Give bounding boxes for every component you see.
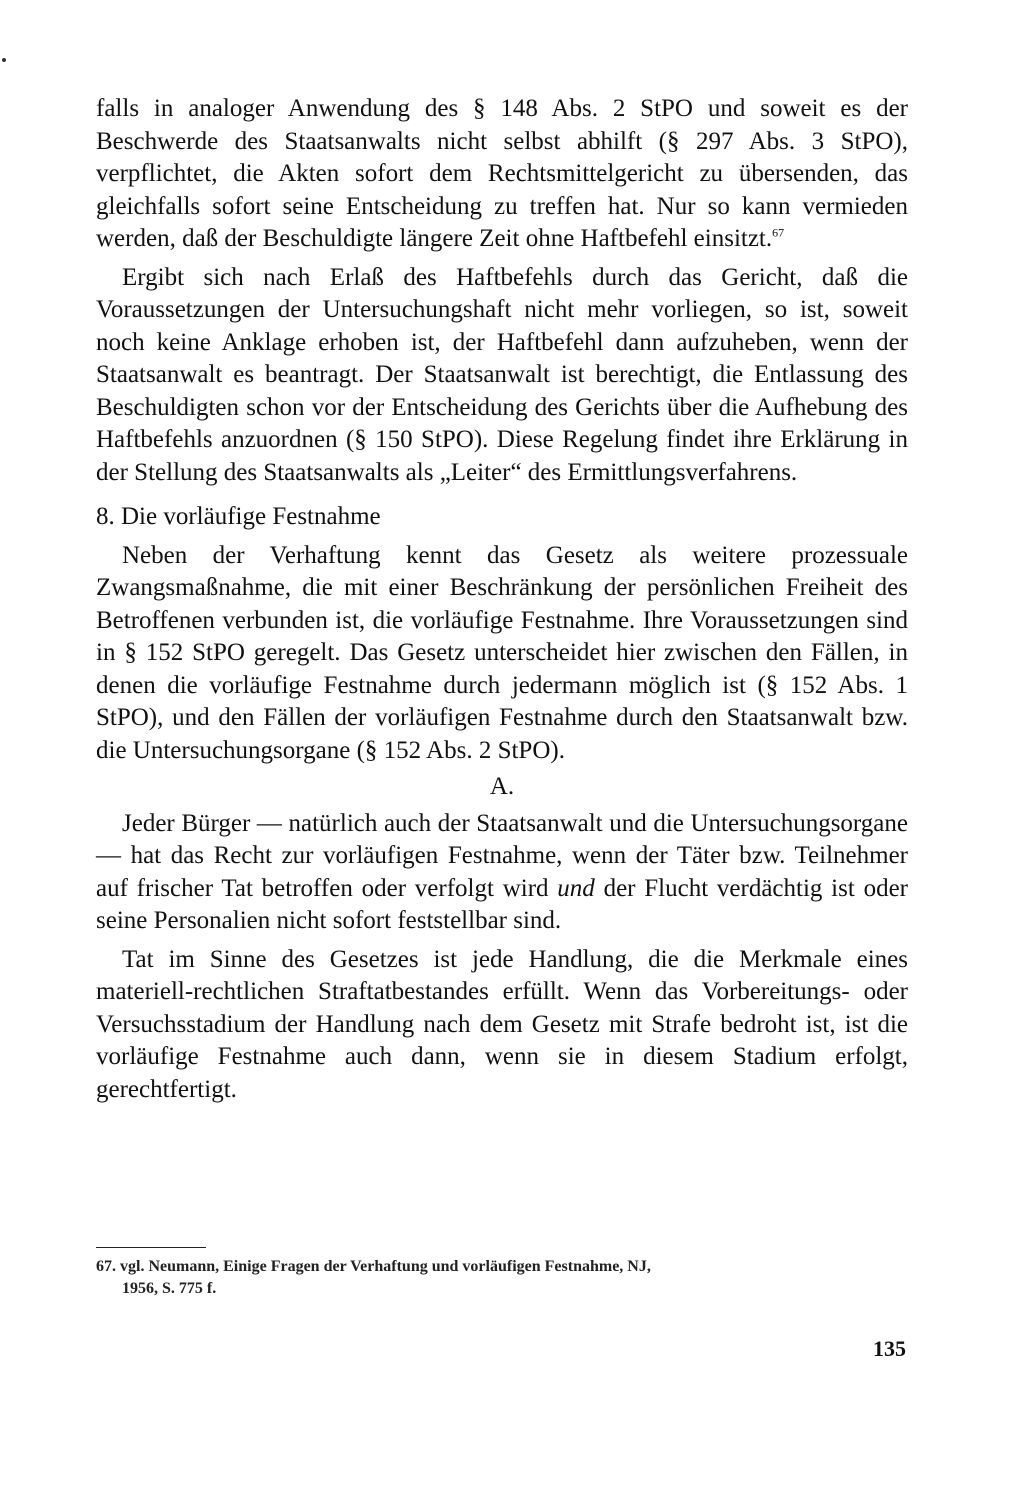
footnote-67 <box>96 1256 908 1300</box>
paragraph-3: Neben der Verhaftung kennt das Gesetz als weitere prozessuale Zwangsmaßnahme, die mit einer Beschränkung der persönlichen Freiheit des Betroffenen verbunden ist, die vorläufige Festnahme. Ihre Voraussetzungen sind in § 152 StPO geregelt. Das Gesetz unterscheidet hier zwischen den Fällen, in denen die vorläufige Festnahme durch jedermann möglich ist (§ 152 Abs. 1 StPO), und den Fällen der vorläufigen Festnahme durch den Staatsanwalt bzw. die Untersuchungsorgane (§ 152 Abs. 2 StPO). <box>96 541 908 764</box>
scan-artifact <box>2 58 6 62</box>
paragraph-4-emphasis: und <box>557 874 595 902</box>
paragraph-5: Tat im Sinne des Gesetzes ist jede Handlung, die die Merkmale eines materiell-rechtlichen Straftatbestandes erfüllt. Wenn das Vorbereitungs- oder Versuchsstadium der Handlung nach dem Gesetz mit Strafe bedroht ist, ist die vorläufige Festnahme auch dann, wenn sie in diesem Stadium erfolgt, gerechtfertigt. <box>96 945 908 1103</box>
footnote-ref-67[interactable]: 67 <box>772 225 785 240</box>
paragraph-1 <box>96 93 908 256</box>
paragraph-1-text: falls in analoger Anwendung des § 148 Abs. 2 StPO und soweit es der Beschwerde des Staatsanwalts nicht selbst abhilft (§ 297 Abs. 3 StPO), verpflichtet, die Akten sofort dem Rechtsmittelgericht zu übersenden, das gleichfalls sofort seine Entscheidung zu treffen hat. Nur so kann vermieden werden, daß der Beschuldigte längere Zeit ohne Haftbefehl einsitzt. <box>96 95 908 252</box>
paragraph-4-text-b: der Flucht verdächtig ist oder seine Personalien nicht sofort feststellbar sind. <box>96 874 908 934</box>
paragraph-4-text-a: Jeder Bürger — natürlich auch der Staatsanwalt und die Untersuchungsorgane — hat das Recht zur vorläufigen Festnahme, wenn der Täter bzw. Teilnehmer auf frischer Tat betroffen oder verfolgt wird <box>96 809 908 902</box>
footnote-separator <box>96 1247 206 1248</box>
page-number: 135 <box>873 1336 906 1361</box>
paragraph-4 <box>96 808 908 938</box>
footnote-line-2: 1956, S. 775 f. <box>122 1280 217 1297</box>
footnote-line-1: 67. vgl. Neumann, Einige Fragen der Verhaftung und vorläufigen Festnahme, NJ, <box>96 1258 651 1275</box>
main-text-column <box>96 93 908 1106</box>
section-heading: 8. Die vorläufige Festnahme <box>96 503 381 530</box>
paragraph-2: Ergibt sich nach Erlaß des Haftbefehls durch das Gericht, daß die Voraussetzungen der Untersuchungshaft nicht mehr vorliegen, so ist, soweit noch keine Anklage erhoben ist, der Haftbefehl dann aufzuheben, wenn der Staatsanwalt es beantragt. Der Staatsanwalt ist berechtigt, die Entlassung des Beschuldigten schon vor der Entscheidung des Gerichts über die Aufhebung des Haftbefehls anzuordnen (§ 150 StPO). Diese Regelung findet ihre Erklärung in der Stellung des Staatsanwalts als „Leiter“ des Ermittlungsverfahrens. <box>96 263 908 486</box>
subsection-mark: A. <box>489 773 515 800</box>
